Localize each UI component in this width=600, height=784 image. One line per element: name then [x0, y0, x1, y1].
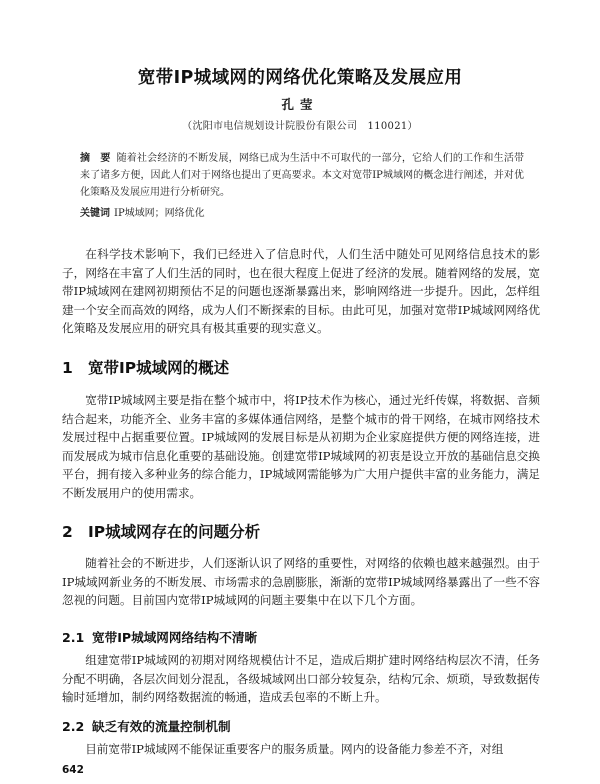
section-2-number: 2 [62, 523, 73, 541]
section-1-number: 1 [62, 359, 73, 377]
section-2-2-number: 2.2 [62, 719, 85, 734]
page-number: 642 [62, 764, 84, 776]
section-1-paragraph: 宽带IP城域网主要是指在整个城市中，将IP技术作为核心，通过光纤传媒，将数据、音频结合起来，功能齐全、业务丰富的多媒体通信网络，是整个城市的骨干网络，在城市网络技术发展过程中占据重要位置。IP城域网的发展目标是从初期为企业家庭提供方便的网络连接，进而发展成为城市信息化重要的基础设施。创建宽带IP城域网的初衷是设立开放的基础信息交换平台，拥有接入多种业务的综合能力，IP城域网需能够为广大用户提供丰富的业务能力，满足不断发展用户的使用需求。 [62, 393, 540, 500]
section-2-1-title: 宽带IP城域网网络结构不清晰 [92, 630, 258, 645]
author-name: 孔莹 [281, 97, 319, 112]
section-2-1-paragraph: 组建宽带IP城域网的初期对网络规模估计不足，造成后期扩建时网络结构层次不清，任务分配不明确，各层次间划分混乱，各级城域网出口部分较复杂，结构冗余、烦琐，导致数据传输时延增加，制约网络数据流的畅通，造成丢包率的不断上升。 [62, 653, 540, 705]
section-2-title: IP城域网存在的问题分析 [88, 523, 261, 541]
keywords [80, 205, 524, 222]
keywords-label: 关键词 [80, 208, 110, 219]
author-affiliation: （沈阳市电信规划设计院股份有限公司 110021） [182, 121, 418, 132]
section-2-1-number: 2.1 [62, 630, 85, 645]
paper-title: 宽带IP城域网的网络优化策略及发展应用 [137, 68, 463, 88]
keywords-text: IP城域网；网络优化 [114, 208, 205, 219]
section-2-2-title: 缺乏有效的流量控制机制 [92, 719, 231, 734]
abstract [80, 150, 524, 201]
section-2-heading [62, 520, 540, 542]
abstract-text: 随着社会经济的不断发展，网络已成为生活中不可取代的一部分，它给人们的工作和生活带来了诸多方便，因此人们对于网络也提出了更高要求。本文对宽带IP城域网的概念进行阐述，并对优化策略及发展应用进行分析研究。 [80, 153, 525, 198]
section-1-heading [62, 356, 540, 378]
section-2-2-paragraph: 目前宽带IP城域网不能保证重要客户的服务质量。网内的设备能力参差不齐，对组 [85, 742, 504, 756]
section-1-title: 宽带IP城域网的概述 [88, 359, 230, 377]
section-2-1-heading [62, 627, 540, 646]
section-2-2-heading [62, 716, 540, 735]
intro-paragraph: 在科学技术影响下，我们已经进入了信息时代，人们生活中随处可见网络信息技术的影子，网络在丰富了人们生活的同时，也在很大程度上促进了经济的发展。随着网络的发展，宽带IP城域网在建网初期预估不足的问题也逐渐暴露出来，影响网络进一步提升。因此，怎样组建一个安全而高效的网络，成为人们不断探索的目标。由此可见，加强对宽带IP城域网网络优化策略及发展应用的研究具有极其重要的现实意义。 [62, 247, 540, 336]
abstract-label: 摘 要 [80, 153, 111, 164]
section-2-paragraph: 随着社会的不断进步，人们逐渐认识了网络的重要性，对网络的依赖也越来越强烈。由于IP城域网新业务的不断发展、市场需求的急剧膨胀，渐渐的宽带IP城域网络暴露出了一些不容忽视的问题。目前国内宽带IP城域网的问题主要集中在以下几个方面。 [62, 556, 540, 608]
